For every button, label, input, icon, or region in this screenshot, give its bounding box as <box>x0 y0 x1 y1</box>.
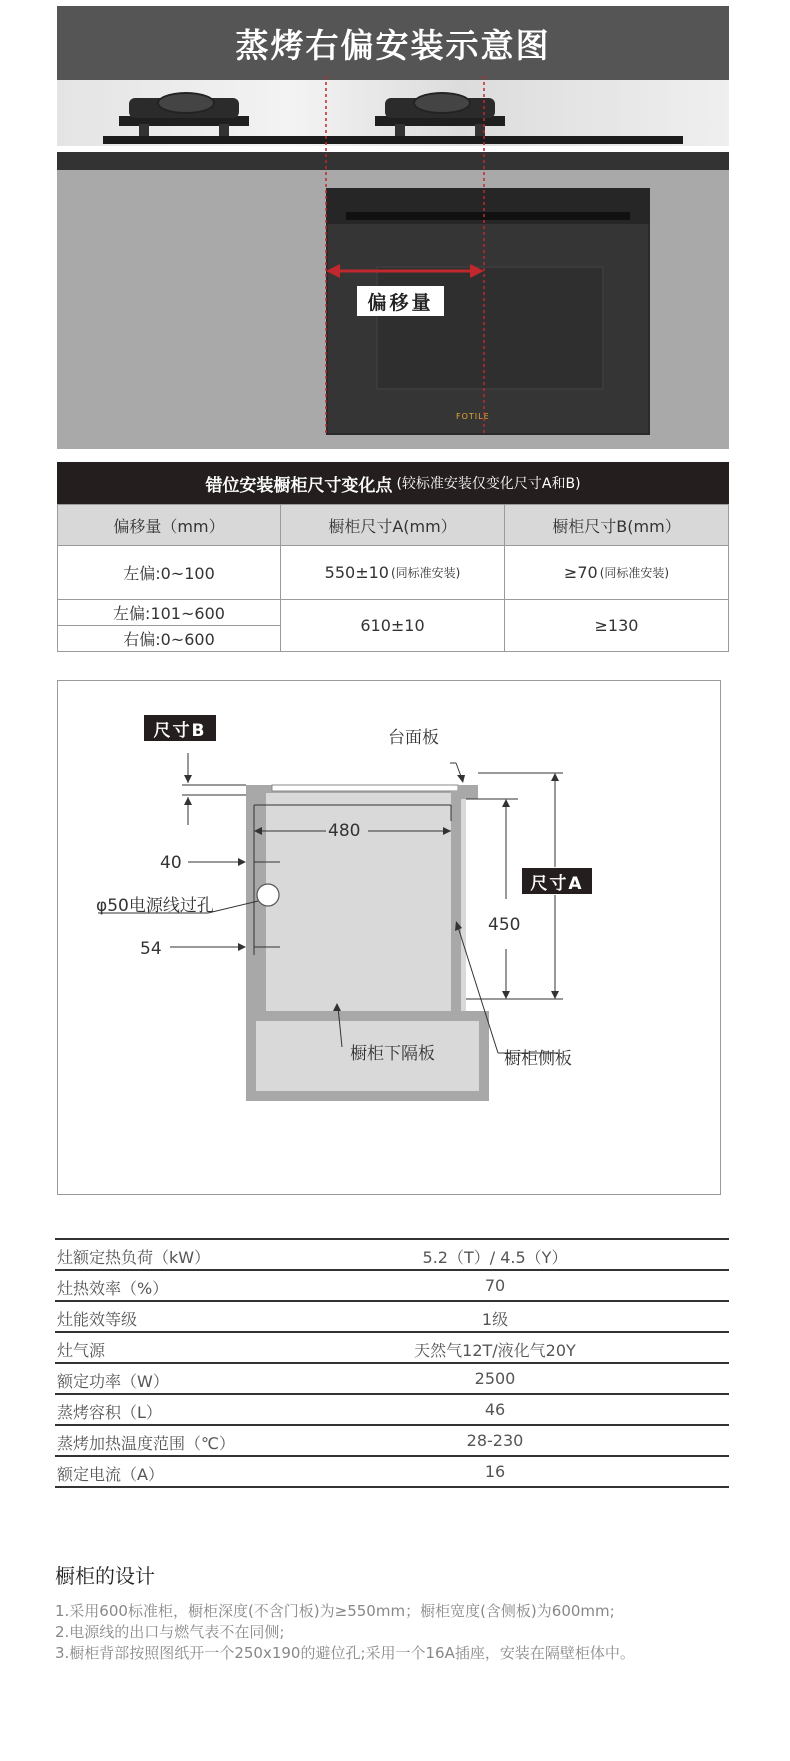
row1-size-b-value: ≥70 <box>563 563 598 582</box>
cabinet-diagram <box>57 680 721 1195</box>
table-grid <box>57 504 729 652</box>
table-title-bar <box>57 462 729 504</box>
spec-row <box>55 1271 729 1302</box>
spec-value: 天然气12T/液化气20Y <box>414 1341 576 1360</box>
row1-size-b-note: (同标准安装) <box>599 566 670 580</box>
page-title: 蒸烤右偏安装示意图 <box>57 6 729 80</box>
spec-label: 额定功率（W） <box>57 1372 169 1391</box>
dim-450: 450 <box>488 915 521 935</box>
cabinet-drawing <box>58 681 720 1194</box>
table-title: 错位安装橱柜尺寸变化点 <box>205 475 393 496</box>
spec-row <box>55 1457 729 1488</box>
spec-row <box>55 1302 729 1333</box>
header-size-a: 橱柜尺寸A(mm） <box>280 504 505 546</box>
spec-value: 1级 <box>481 1310 509 1329</box>
spec-row <box>55 1364 729 1395</box>
row2-offset-left: 左偏:101~600 <box>57 599 281 626</box>
spec-label: 灶额定热负荷（kW） <box>57 1248 211 1267</box>
dim-54: 54 <box>140 939 162 959</box>
spec-value: 5.2（T）/ 4.5（Y） <box>422 1248 568 1267</box>
offset-markers <box>57 6 729 449</box>
spec-label: 灶能效等级 <box>57 1310 138 1329</box>
notes-title: 橱柜的设计 <box>55 1564 155 1588</box>
spec-label: 灶气源 <box>57 1341 106 1360</box>
spec-value: 46 <box>484 1400 506 1419</box>
spec-row <box>55 1333 729 1364</box>
countertop-label: 台面板 <box>388 728 439 748</box>
cable-hole-label: φ50电源线过孔 <box>96 896 214 916</box>
notes-line: 2.电源线的出口与燃气表不在同侧; <box>55 1623 285 1641</box>
hero-illustration <box>57 6 729 449</box>
header-size-b: 橱柜尺寸B(mm） <box>504 504 729 546</box>
side-panel-label: 橱柜侧板 <box>504 1049 572 1069</box>
lower-shelf-label: 橱柜下隔板 <box>350 1044 435 1064</box>
row1-size-b <box>504 545 729 600</box>
row2-size-b: ≥130 <box>504 599 729 652</box>
notes-line: 3.橱柜背部按照图纸开一个250x190的避位孔;采用一个16A插座，安装在隔壁柜体中。 <box>55 1644 635 1662</box>
spec-row <box>55 1240 729 1271</box>
cabinet-design-notes <box>55 1560 735 1664</box>
dim-40: 40 <box>160 853 182 873</box>
row2-size-a: 610±10 <box>280 599 505 652</box>
spec-row <box>55 1395 729 1426</box>
row1-size-a-value: 550±10 <box>324 563 389 582</box>
spec-label: 蒸烤加热温度范围（℃） <box>57 1434 235 1453</box>
spec-value: 28-230 <box>466 1431 524 1450</box>
spec-value: 2500 <box>474 1369 516 1388</box>
spec-value: 16 <box>484 1462 506 1481</box>
offset-label: 偏移量 <box>357 286 444 316</box>
dim-480: 480 <box>328 821 361 841</box>
spec-label: 蒸烤容积（L） <box>57 1403 162 1422</box>
spec-row <box>55 1426 729 1457</box>
oven-logo: FOTILE <box>456 412 490 421</box>
spec-label: 灶热效率（%） <box>57 1279 169 1298</box>
header-offset: 偏移量（mm） <box>57 504 281 546</box>
row1-size-a <box>280 545 505 600</box>
notes-line: 1.采用600标准柜，橱柜深度(不含门板)为≥550mm；橱柜宽度(含侧板)为600mm; <box>55 1602 615 1620</box>
size-a-tag: 尺寸A <box>522 868 592 894</box>
row1-offset: 左偏:0~100 <box>57 545 281 600</box>
table-subtitle: (较标准安装仅变化尺寸A和B) <box>396 476 581 492</box>
row1-size-a-note: (同标准安装) <box>390 566 461 580</box>
size-b-tag: 尺寸B <box>144 715 216 741</box>
row2-offset-right: 右偏:0~600 <box>57 625 281 652</box>
spec-label: 额定电流（A） <box>57 1465 164 1484</box>
spec-value: 70 <box>484 1276 506 1295</box>
